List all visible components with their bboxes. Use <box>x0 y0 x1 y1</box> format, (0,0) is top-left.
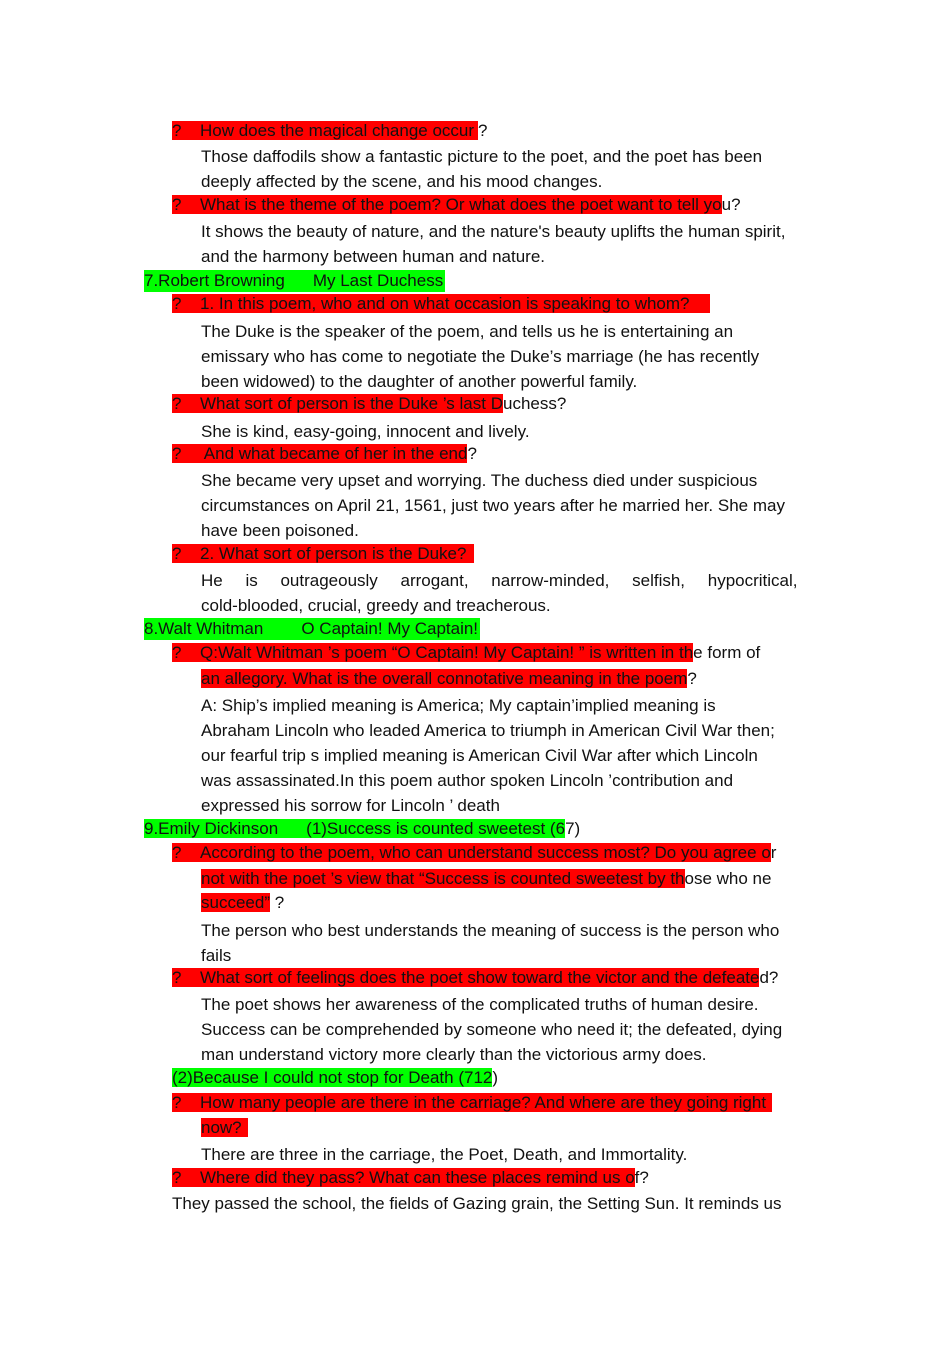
answer-feelings: The poet shows her awareness of the complicated truths of human desire. Success can be comprehended by someone who need it; the defeated, dying man understand victory more clearly than the victorious army does. <box>201 995 783 1064</box>
question-allegory-cont: an allegory. What is the overall connotative meaning in the poem? <box>201 669 697 688</box>
answer-speaker: The Duke is the speaker of the poem, and tells us he is entertaining an emissary who has come to negotiate the Duke’s marriage (he has recently been widowed) to the daughter of another powerful family. <box>201 322 760 391</box>
question-allegory: ? Q:Walt Whitman ’s poem “O Captain! My Captain! ” is written in the form of <box>172 643 761 662</box>
question-carriage: ? How many people are there in the carriage? And where are they going right <box>172 1092 772 1114</box>
question-feelings: ? What sort of feelings does the poet show toward the victor and the defeated? <box>172 968 779 987</box>
question-what-became: ? And what became of her in the end? <box>172 444 477 463</box>
section-heading-browning: 7.Robert Browning My Last Duchess <box>144 271 444 290</box>
answer-carriage: There are three in the carriage, the Poet, Death, and Immortality. <box>201 1145 688 1164</box>
question-last-duchess: ? What sort of person is the Duke ’s last Duchess? <box>172 394 567 413</box>
answer-magical-change: Those daffodils show a fantastic picture to the poet, and the poet has been deeply affected by the scene, and his mood changes. <box>201 147 763 191</box>
section-heading-dickinson: 9.Emily Dickinson (1)Success is counted sweetest (67) <box>144 819 581 838</box>
question-understand-success: ? According to the poem, who can understand success most? Do you agree or <box>172 843 777 862</box>
question-understand-success-cont: not with the poet ’s view that “Success is counted sweetest by those who ne <box>201 869 772 888</box>
question-carriage-cont: now? <box>201 1117 248 1139</box>
question-pass: ? Where did they pass? What can these places remind us of? <box>172 1168 649 1187</box>
answer-understand-success: The person who best understands the meaning of success is the person who fails <box>201 921 780 965</box>
answer-allegory: A: Ship’s implied meaning is America; My captain’implied meaning is Abraham Lincoln who leaded America to triumph in American Civil War then; our fearful trip s implied meaning is American Civil War after which Lincoln was assassinated.In this poem author spoken Lincoln ’contribution and expressed his sorrow for Lincoln ’ death <box>201 696 775 815</box>
answer-pass: They passed the school, the fields of Gazing grain, the Setting Sun. It reminds us <box>172 1194 782 1213</box>
answer-what-became: She became very upset and worrying. The duchess died under suspicious circumstances on April 21, 1561, just two years after he married her. She may have been poisoned. <box>201 471 785 540</box>
question-understand-success-cont2: succeed” ? <box>201 893 285 912</box>
answer-last-duchess: She is kind, easy-going, innocent and lively. <box>201 422 530 441</box>
question-duke-person: ? 2. What sort of person is the Duke? <box>172 543 474 565</box>
question-magical-change: ? How does the magical change occur ? <box>172 121 488 140</box>
answer-duke-person: He is outrageously arrogant, narrow-minded, selfish, hypocritical, cold-blooded, crucial, greedy and treacherous. <box>201 571 798 615</box>
answer-theme: It shows the beauty of nature, and the nature's beauty uplifts the human spirit, and the harmony between human and nature. <box>201 222 786 266</box>
question-speaker: ? 1. In this poem, who and on what occasion is speaking to whom? <box>172 293 710 315</box>
subheading-because-i-could-not: (2)Because I could not stop for Death (712) <box>172 1068 499 1087</box>
question-theme: ? What is the theme of the poem? Or what does the poet want to tell you? <box>172 195 741 214</box>
section-heading-whitman: 8.Walt Whitman O Captain! My Captain! <box>144 619 479 638</box>
